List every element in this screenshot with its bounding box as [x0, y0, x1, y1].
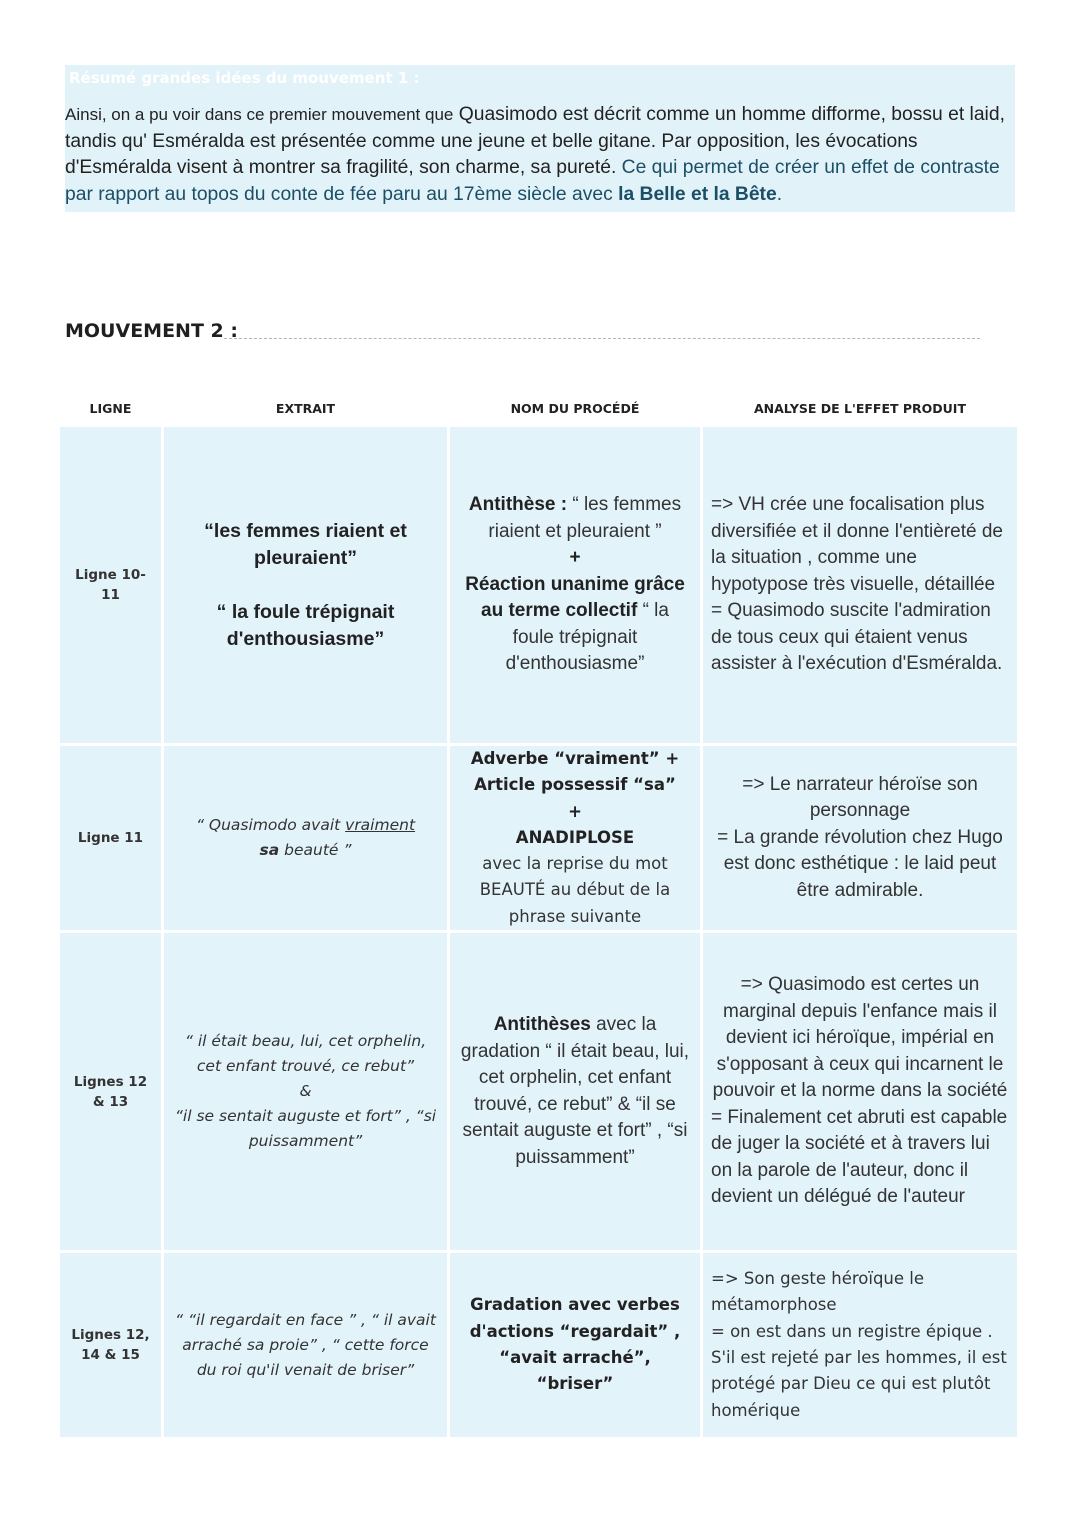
analysis-table — [57, 390, 1020, 1440]
row-analyse — [703, 933, 1017, 1250]
row-ligne: Ligne 10-11 — [60, 427, 161, 743]
extrait-part: “ Quasimodo avait — [195, 816, 346, 835]
table-row — [60, 933, 1017, 1250]
table-row — [60, 746, 1017, 930]
header-ligne: LIGNE — [60, 393, 161, 424]
row-procede — [450, 933, 700, 1250]
header-procede: NOM DU PROCÉDÉ — [450, 393, 700, 424]
extrait-quote: “ la foule trépignait d'enthousiasme” — [216, 600, 395, 650]
analyse-text: => Son geste héroïque le métamorphose — [711, 1269, 925, 1315]
analyse-text: = La grande révolution chez Hugo est donc esthétique : le laid peut être admirable. — [717, 826, 1003, 901]
extrait-underlined: vraiment — [345, 816, 416, 835]
procede-name: Antithèse : — [468, 494, 568, 516]
analyse-text: = Quasimodo suscite l'admiration de tous ceux qui étaient venus assister à l'exécution d'Esméralda. — [711, 600, 1003, 675]
header-extrait: EXTRAIT — [164, 393, 447, 424]
procede-text: “ les femmes riaient et pleuraient ” — [488, 494, 682, 542]
summary-text-2: Ce qui permet de créer un effet de contraste par rapport au topos du conte de fée paru au 17ème siècle avec — [65, 157, 1000, 205]
row-procede — [450, 746, 700, 930]
summary-intro: Ainsi, on a pu voir dans ce premier mouvement que — [65, 105, 454, 124]
row-analyse — [703, 746, 1017, 930]
procede-name: Réaction unanime grâce au terme collectif — [465, 573, 685, 622]
analyse-text: = Finalement cet abruti est capable de juger la société et à travers lui on la parole de l'auteur, donc il devient un délégué de l'auteur — [711, 1106, 1008, 1208]
movement-heading-line — [224, 338, 980, 339]
summary-text-1: Quasimodo est décrit comme un homme difforme, bossu et laid, tandis qu' Esméralda est présentée comme une jeune et belle gitane. Par opposition, les évocations d'Esméralda visent à montrer sa fragilité, son charme, sa pureté. — [65, 104, 1005, 178]
header-analyse: ANALYSE DE L'EFFET PRODUIT — [703, 393, 1017, 424]
row-extrait — [164, 746, 447, 930]
procede-plus: + — [569, 547, 581, 569]
analyse-text: = on est dans un registre épique . S'il est rejeté par les hommes, il est protégé par Dieu ce qui est plutôt homérique — [711, 1321, 1007, 1420]
analyse-text: => Le narrateur héroïse son personnage — [742, 773, 978, 822]
row-procede — [450, 1253, 700, 1437]
extrait-bold: sa — [259, 841, 280, 860]
movement-heading: MOUVEMENT 2 : — [65, 320, 238, 342]
procede-plus: + — [568, 801, 582, 821]
procede-text: “ la foule trépignait d'enthousiasme” — [505, 600, 669, 675]
extrait-amp: & — [299, 1082, 312, 1101]
table-header-row — [60, 393, 1017, 424]
summary-highlight: la Belle et la Bête — [618, 183, 777, 205]
table-row — [60, 427, 1017, 743]
extrait-quote: “il se sentait auguste et fort” , “si puissamment” — [174, 1107, 437, 1151]
procede-text: avec la gradation “ il était beau, lui, cet orphelin, cet enfant trouvé, ce rebut” & “il se sentait auguste et fort” , “si puissamment” — [460, 1014, 690, 1168]
row-extrait — [164, 427, 447, 743]
extrait-quote — [172, 813, 439, 863]
procede-text: avec la reprise du mot BEAUTÉ au début de la phrase suivante — [479, 854, 671, 926]
summary-text — [65, 102, 1013, 208]
row-procede — [450, 427, 700, 743]
procede-name: ANADIPLOSE — [515, 827, 635, 847]
procede-name: Gradation avec verbes d'actions “regardait” , “avait arraché”, “briser” — [469, 1295, 681, 1394]
row-extrait — [164, 933, 447, 1250]
row-analyse — [703, 1253, 1017, 1437]
procede-name: Adverbe “vraiment” + Article possessif “sa” — [470, 749, 680, 795]
summary-box — [65, 65, 1015, 212]
summary-title: Résumé grandes idées du mouvement 1 : — [69, 69, 420, 87]
row-ligne: Lignes 12 & 13 — [60, 933, 161, 1250]
row-analyse — [703, 427, 1017, 743]
extrait-part: beauté ” — [279, 841, 352, 860]
summary-end: . — [776, 183, 783, 205]
row-ligne: Ligne 11 — [60, 746, 161, 930]
analyse-text: => Quasimodo est certes un marginal depuis l'enfance mais il devient ici héroïque, impérial en s'opposant à ceux qui incarnent le pouvoir et la norme dans la société — [712, 974, 1008, 1102]
row-ligne: Lignes 12, 14 & 15 — [60, 1253, 161, 1437]
procede-name: Antithèses — [493, 1014, 591, 1036]
extrait-quote: “ “il regardait en face ” , “ il avait arraché sa proie” , “ cette force du roi qu'il venait de briser” — [175, 1310, 436, 1379]
extrait-quote: “ il était beau, lui, cet orphelin, cet enfant trouvé, ce rebut” — [184, 1032, 427, 1076]
analyse-text: => VH crée une focalisation plus diversifiée et il donne l'entièreté de la situation , comme une hypotypose très visuelle, détaillée — [711, 494, 1003, 595]
extrait-quote: “les femmes riaient et pleuraient” — [204, 519, 407, 569]
row-extrait — [164, 1253, 447, 1437]
table-row — [60, 1253, 1017, 1437]
